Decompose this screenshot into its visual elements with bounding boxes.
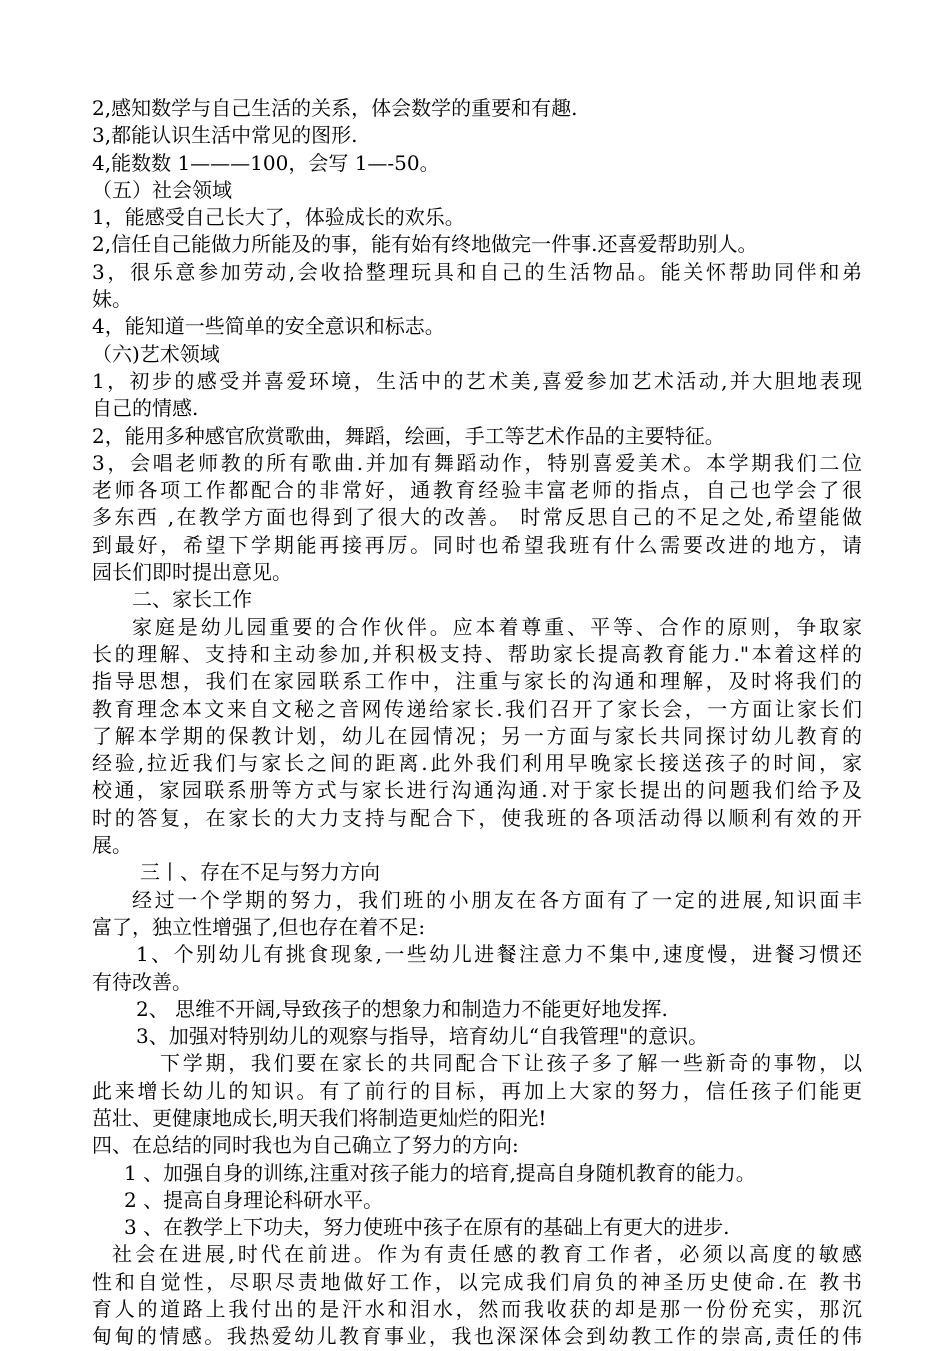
document-body (92, 95, 862, 1351)
text-line: 2,感知数学与自己生活的关系，体会数学的重要和有趣. (92, 96, 578, 120)
text-line: 社会在进展,时代在前进。作为有责任感的教育工作者，必须以高度的敏感 (112, 1242, 862, 1267)
text-line: 经过一个学期的努力，我们班的小朋友在各方面有了一定的进展,知识面丰 (132, 887, 862, 912)
text-line: 妹。 (92, 287, 132, 312)
text-line: 时的答复，在家长的大力支持与配合下，使我班的各项活动得以顺利有效的开 (92, 805, 862, 830)
text-line: 下学期，我们要在家长的共同配合下让孩子多了解一些新奇的事物，以 (160, 1051, 862, 1076)
text-line: 指导思想，我们在家园联系工作中，注重与家长的沟通和理解，及时将我们的 (92, 669, 862, 694)
text-line: 自己的情感. (92, 396, 199, 421)
text-line: 校通，家园联系册等方式与家长进行沟通沟通.对于家长提出的问题我们给予及 (92, 778, 862, 803)
text-line: 育人的道路上我付出的是汗水和泪水，然而我收获的却是那一份份充实，那沉 (92, 1297, 862, 1322)
text-line: 长的理解、支持和主动参加,并积极支持、帮助家长提高教育能力."本着这样的 (92, 641, 862, 666)
text-line: 有待改善。 (92, 969, 192, 994)
text-line: 3、加强对特别幼儿的观察与指导，培育幼儿“自我管理"的意识。 (136, 1024, 709, 1049)
text-line: 1、个别幼儿有挑食现象,一些幼儿进餐注意力不集中,速度慢，进餐习惯还 (136, 942, 862, 967)
text-line: 1 、加强自身的训练,注重对孩子能力的培育,提高自身随机教育的能力。 (124, 1160, 756, 1185)
text-line: 1，能感受自己长大了，体验成长的欢乐。 (92, 205, 465, 230)
text-line: 3,都能认识生活中常见的图形. (92, 123, 358, 148)
text-line: 老师各项工作都配合的非常好，通教育经验丰富老师的指点，自己也学会了很 (92, 478, 862, 503)
text-line: 经验,拉近我们与家长之间的距离.此外我们利用早晚家长接送孩子的时间，家 (92, 751, 862, 776)
text-line: 2，能用多种感官欣赏歌曲，舞蹈，绘画，手工等艺术作品的主要特征。 (92, 423, 725, 448)
text-line: 教育理念本文来自文秘之音网传递给家长.我们召开了家长会，一方面让家长们 (92, 696, 862, 721)
text-line: 了解本学期的保教计划，幼儿在园情况；另一方面与家长共同探讨幼儿教育的 (92, 723, 862, 748)
text-line: 2,信任自己能做力所能及的事，能有始有终地做完一件事.还喜爱帮助别人。 (92, 232, 758, 257)
text-line: 多东西 ,在教学方面也得到了很大的改善。 时常反思自己的不足之处,希望能做 (92, 505, 862, 530)
text-line: （五）社会领域 (92, 177, 232, 202)
text-line: 富了，独立性增强了,但也存在着不足: (92, 914, 426, 939)
text-line: 园长们即时提出意见。 (92, 560, 292, 585)
text-line: 3 、在教学上下功夫，努力使班中孩子在原有的基础上有更大的进步. (124, 1215, 730, 1240)
text-line: 二、家长工作 (132, 587, 252, 612)
text-line: 性和自觉性，尽职尽责地做好工作，以完成我们肩负的神圣历史使命.在 教书 (92, 1269, 862, 1294)
text-line: 此来增长幼儿的知识。有了前行的目标，再加上大家的努力，信任孩子们能更 (92, 1078, 862, 1103)
text-line: （六)艺术领域 (92, 341, 220, 366)
text-line: 2、 思维不开阔,导致孩子的想象力和制造力不能更好地发挥. (136, 996, 668, 1021)
text-line: 甸甸的情感。我热爱幼儿教育事业，我也深深体会到幼教工作的崇高,责任的伟 (92, 1324, 862, 1349)
text-line: 家庭是幼儿园重要的合作伙伴。应本着尊重、平等、合作的原则，争取家 (132, 614, 862, 639)
text-line: 2 、提高自身理论科研水平。 (124, 1187, 384, 1212)
text-line: 三丨、存在不足与努力方向 (140, 860, 380, 885)
text-line: 4，能知道一些简单的安全意识和标志。 (92, 314, 445, 339)
text-line: 到最好，希望下学期能再接再厉。同时也希望我班有什么需要改进的地方，请 (92, 532, 862, 557)
text-line: 四、在总结的同时我也为自己确立了努力的方向: (92, 1133, 519, 1158)
text-line: 3，很乐意参加劳动,会收拾整理玩具和自己的生活物品。能关怀帮助同伴和弟 (92, 259, 862, 284)
text-line: 3，会唱老师教的所有歌曲.并加有舞蹈动作，特别喜爱美术。本学期我们二位 (92, 450, 862, 475)
text-line: 1，初步的感受并喜爱环境，生活中的艺术美,喜爱参加艺术活动,并大胆地表现 (92, 368, 862, 393)
text-line: 茁壮、更健康地成长,明天我们将制造更灿烂的阳光! (92, 1105, 547, 1130)
text-line: 4,能数数 1———100，会写 1—-50。 (92, 150, 440, 175)
text-line: 展。 (92, 833, 132, 858)
